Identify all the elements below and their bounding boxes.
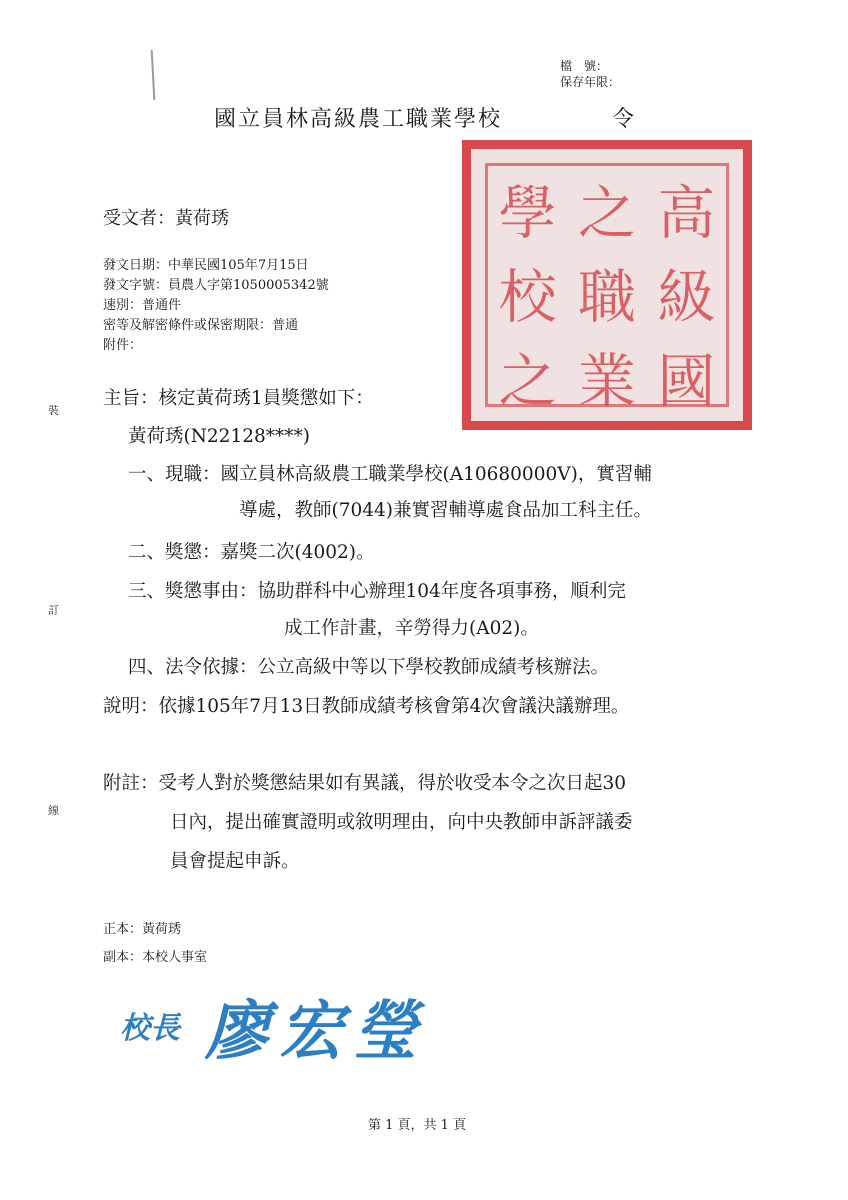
- subject-person: 黃荷琇(N22128****): [128, 426, 310, 447]
- principal-signature: 廖宏瑩: [205, 994, 427, 1069]
- official-seal: [462, 140, 752, 430]
- seal-char: 學: [498, 179, 557, 247]
- seal-char: 之: [577, 179, 636, 247]
- note-line-3: 員會提起申訴。: [170, 851, 300, 872]
- item-3-line-2: 成工作計畫，辛勞得力(A02)。: [284, 618, 539, 639]
- original-recipient: 正本：黃荷琇: [103, 922, 182, 937]
- document-type: 令: [612, 107, 637, 132]
- binding-mark-xian: 線: [48, 804, 59, 817]
- note-line-1: 附註：受考人對於獎懲結果如有異議，得於收受本令之次日起30: [103, 773, 627, 794]
- seal-char: 國: [657, 347, 716, 415]
- binding-mark-ding: 訂: [48, 604, 59, 617]
- attachment: 附件：: [103, 338, 143, 353]
- delivery-speed: 速別：普通件: [103, 298, 182, 313]
- explanation: 說明：依據105年7月13日教師成績考核會第4次會議決議辦理。: [103, 696, 630, 717]
- seal-char: 校: [498, 263, 557, 331]
- retention-label: 保存年限：: [560, 75, 621, 89]
- item-1-line-2: 導處，教師(7044)兼實習輔導處食品加工科主任。: [239, 500, 653, 521]
- note-line-2: 日內，提出確實證明或敘明理由，向中央教師申訴評議委: [170, 812, 633, 833]
- principal-title: 校長: [120, 1011, 180, 1046]
- issue-date: 發文日期：中華民國105年7月15日: [103, 258, 309, 273]
- seal-char: 高: [657, 179, 716, 247]
- item-1-line-1: 一、現職：國立員林高級農工職業學校(A10680000V)，實習輔: [128, 464, 652, 485]
- pen-mark: [151, 50, 156, 100]
- copy-recipient: 副本：本校人事室: [103, 950, 208, 965]
- document-title: 國立員林高級農工職業學校: [214, 107, 503, 132]
- document-number: 發文字號：員農人字第1050005342號: [103, 278, 329, 293]
- item-4-line-1: 四、法令依據：公立高級中等以下學校教師成績考核辦法。: [128, 657, 610, 678]
- seal-inner-frame: [485, 163, 729, 415]
- seal-char: 之: [498, 347, 557, 415]
- page-indicator: 第 1 頁，共 1 頁: [368, 1118, 467, 1133]
- secrecy-level: 密等及解密條件或保密期限：普通: [103, 318, 299, 333]
- seal-char: 職: [577, 263, 636, 331]
- seal-char: 業: [577, 347, 636, 415]
- seal-char: 級: [657, 263, 716, 331]
- recipient: 受文者：黃荷琇: [103, 208, 229, 229]
- item-2-line-1: 二、獎懲：嘉獎二次(4002)。: [128, 542, 375, 563]
- binding-mark-zhuang: 裝: [48, 404, 59, 417]
- subject-line: 主旨：核定黃荷琇1員獎懲如下：: [103, 388, 374, 409]
- item-3-line-1: 三、獎懲事由：協助群科中心辦理104年度各項事務，順利完: [128, 581, 626, 602]
- file-number-label: 檔 號：: [560, 59, 609, 73]
